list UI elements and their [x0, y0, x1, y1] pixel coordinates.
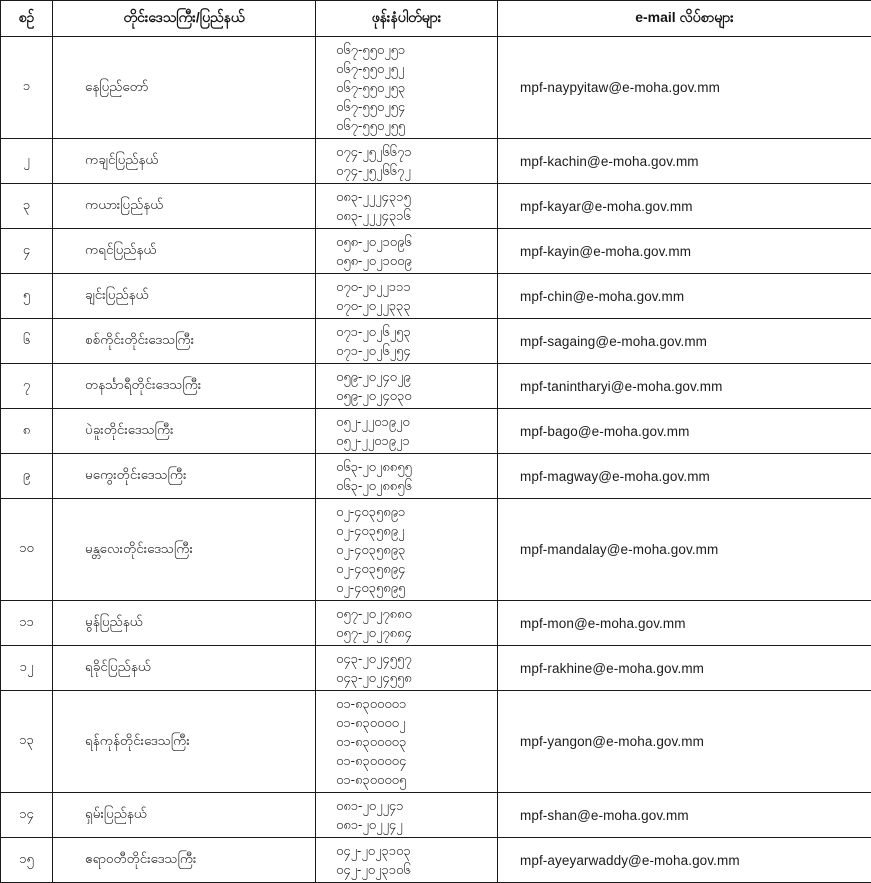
serial-number: ၃ — [1, 184, 53, 229]
phone-number: ၀၇၄-၂၅၂၆၆၇၁ — [336, 142, 493, 161]
table-row — [1, 319, 871, 364]
serial-number: ၁၅ — [1, 838, 53, 883]
region-state-name: မကွေးတိုင်းဒေသကြီး — [53, 454, 316, 499]
serial-number: ၅ — [1, 274, 53, 319]
phone-number: ၀၄၃-၂၀၂၄၅၅၈ — [336, 668, 493, 687]
table-row — [1, 499, 871, 601]
region-state-name: မွန်ပြည်နယ် — [53, 601, 316, 646]
region-state-name: ကချင်ပြည်နယ် — [53, 139, 316, 184]
header-region-state: တိုင်းဒေသကြီး/ပြည်နယ် — [53, 1, 316, 37]
serial-number: ၁၂ — [1, 646, 53, 691]
email-address: mpf-tanintharyi@e-moha.gov.mm — [498, 364, 871, 409]
phone-numbers-cell — [316, 409, 498, 454]
serial-number: ၁၃ — [1, 691, 53, 793]
region-state-name: နေပြည်တော် — [53, 37, 316, 139]
phone-number: ၀၂-၄၀၃၅၈၉၄ — [336, 559, 493, 578]
phone-number: ၀၅၂-၂၂၀၁၉၂၁ — [336, 431, 493, 450]
region-state-name: ဧရာဝတီတိုင်းဒေသကြီး — [53, 838, 316, 883]
table-header — [1, 1, 871, 37]
phone-number: ၀၄၂-၂၀၂၃၁၀၃ — [336, 841, 493, 860]
header-phone-numbers: ဖုန်းနံပါတ်များ — [316, 1, 498, 37]
region-state-name: ချင်းပြည်နယ် — [53, 274, 316, 319]
phone-number: ၀၆၇-၅၅၀၂၅၂ — [336, 59, 493, 78]
phone-numbers-cell — [316, 838, 498, 883]
table-row — [1, 139, 871, 184]
email-address: mpf-mandalay@e-moha.gov.mm — [498, 499, 871, 601]
phone-numbers-cell — [316, 793, 498, 838]
email-address: mpf-bago@e-moha.gov.mm — [498, 409, 871, 454]
phone-numbers-cell — [316, 646, 498, 691]
table-row — [1, 691, 871, 793]
serial-number: ၁ — [1, 37, 53, 139]
phone-number: ၀၆၇-၅၅၀၂၅၄ — [336, 97, 493, 116]
email-address: mpf-kachin@e-moha.gov.mm — [498, 139, 871, 184]
phone-number: ၀၂-၄၀၃၅၈၉၅ — [336, 578, 493, 597]
region-state-name: ကရင်ပြည်နယ် — [53, 229, 316, 274]
email-address: mpf-mon@e-moha.gov.mm — [498, 601, 871, 646]
phone-number: ၀၆၃-၂၀၂၈၈၅၅ — [336, 457, 493, 476]
phone-numbers-cell — [316, 499, 498, 601]
phone-numbers-cell — [316, 139, 498, 184]
table-row — [1, 364, 871, 409]
email-address: mpf-ayeyarwaddy@e-moha.gov.mm — [498, 838, 871, 883]
table-row — [1, 229, 871, 274]
email-address: mpf-yangon@e-moha.gov.mm — [498, 691, 871, 793]
table-row — [1, 838, 871, 883]
phone-number: ၀၅၇-၂၀၂၇၈၈၄ — [336, 623, 493, 642]
phone-number: ၀၇၀-၂၀၂၂၃၃၃ — [336, 296, 493, 315]
phone-number: ၀၄၃-၂၀၂၄၅၅၇ — [336, 649, 493, 668]
phone-number: ၀၅၉-၂၀၂၄၀၂၉ — [336, 367, 493, 386]
phone-number: ၀၈၁-၂၀၂၂၄၁ — [336, 796, 493, 815]
phone-number: ၀၄၂-၂၀၂၃၁၀၆ — [336, 860, 493, 879]
phone-number: ၀၁-၈၃၀၀၀၀၁ — [336, 694, 493, 713]
region-state-name: ရန်ကုန်တိုင်းဒေသကြီး — [53, 691, 316, 793]
email-address: mpf-chin@e-moha.gov.mm — [498, 274, 871, 319]
serial-number: ၉ — [1, 454, 53, 499]
phone-numbers-cell — [316, 691, 498, 793]
phone-number: ၀၁-၈၃၀၀၀၀၃ — [336, 732, 493, 751]
table-row — [1, 454, 871, 499]
serial-number: ၁၀ — [1, 499, 53, 601]
phone-number: ၀၂-၄၀၃၅၈၉၂ — [336, 521, 493, 540]
phone-numbers-cell — [316, 184, 498, 229]
phone-number: ၀၈၁-၂၀၂၂၄၂ — [336, 815, 493, 834]
header-serial-number: စဉ် — [1, 1, 53, 37]
email-address: mpf-sagaing@e-moha.gov.mm — [498, 319, 871, 364]
serial-number: ၁၄ — [1, 793, 53, 838]
phone-number: ၀၅၈-၂၀၂၁၀၉၆ — [336, 232, 493, 251]
header-email-addresses: e-mail လိပ်စာများ — [498, 1, 871, 37]
table-row — [1, 793, 871, 838]
phone-number: ၀၆၇-၅၅၀၂၅၅ — [336, 116, 493, 135]
header-row — [1, 1, 871, 37]
phone-number: ၀၇၀-၂၀၂၂၁၁၁ — [336, 277, 493, 296]
email-address: mpf-magway@e-moha.gov.mm — [498, 454, 871, 499]
table-row — [1, 646, 871, 691]
region-state-name: ပဲခူးတိုင်းဒေသကြီး — [53, 409, 316, 454]
phone-number: ၀၇၄-၂၅၂၆၆၇၂ — [336, 161, 493, 180]
region-state-name: ရှမ်းပြည်နယ် — [53, 793, 316, 838]
phone-number: ၀၂-၄၀၃၅၈၉၁ — [336, 502, 493, 521]
table-body — [1, 37, 871, 883]
region-state-name: ရခိုင်ပြည်နယ် — [53, 646, 316, 691]
serial-number: ၇ — [1, 364, 53, 409]
table-row — [1, 184, 871, 229]
phone-numbers-cell — [316, 37, 498, 139]
phone-number: ၀၁-၈၃၀၀၀၀၄ — [336, 751, 493, 770]
phone-number: ၀၁-၈၃၀၀၀၀၂ — [336, 713, 493, 732]
phone-number: ၀၆၇-၅၅၀၂၅၁ — [336, 40, 493, 59]
table-row — [1, 601, 871, 646]
region-state-name: စစ်ကိုင်းတိုင်းဒေသကြီး — [53, 319, 316, 364]
email-address: mpf-shan@e-moha.gov.mm — [498, 793, 871, 838]
serial-number: ၈ — [1, 409, 53, 454]
phone-number: ၀၇၁-၂၀၂၆၂၅၄ — [336, 341, 493, 360]
region-state-name: ကယားပြည်နယ် — [53, 184, 316, 229]
phone-number: ၀၆၇-၅၅၀၂၅၃ — [336, 78, 493, 97]
phone-number: ၀၆၃-၂၀၂၈၈၅၆ — [336, 476, 493, 495]
phone-number: ၀၅၉-၂၀၂၄၀၃၀ — [336, 386, 493, 405]
phone-number: ၀၅၈-၂၀၂၁၀၀၉ — [336, 251, 493, 270]
serial-number: ၆ — [1, 319, 53, 364]
phone-number: ၀၁-၈၃၀၀၀၀၅ — [336, 770, 493, 789]
region-state-name: မန္တလေးတိုင်းဒေသကြီး — [53, 499, 316, 601]
table-row — [1, 274, 871, 319]
serial-number: ၂ — [1, 139, 53, 184]
serial-number: ၁၁ — [1, 601, 53, 646]
phone-number: ၀၅၂-၂၂၀၁၉၂၀ — [336, 412, 493, 431]
phone-numbers-cell — [316, 319, 498, 364]
phone-number: ၀၈၃-၂၂၂၄၃၁၆ — [336, 206, 493, 225]
phone-numbers-cell — [316, 229, 498, 274]
phone-number: ၀၅၇-၂၀၂၇၈၈၀ — [336, 604, 493, 623]
phone-numbers-cell — [316, 601, 498, 646]
email-address: mpf-rakhine@e-moha.gov.mm — [498, 646, 871, 691]
email-address: mpf-naypyitaw@e-moha.gov.mm — [498, 37, 871, 139]
phone-number: ၀၇၁-၂၀၂၆၂၅၃ — [336, 322, 493, 341]
phone-number: ၀၂-၄၀၃၅၈၉၃ — [336, 540, 493, 559]
email-address: mpf-kayin@e-moha.gov.mm — [498, 229, 871, 274]
phone-numbers-cell — [316, 364, 498, 409]
region-state-name: တနင်္သာရီတိုင်းဒေသကြီး — [53, 364, 316, 409]
table-row — [1, 409, 871, 454]
phone-numbers-cell — [316, 454, 498, 499]
phone-number: ၀၈၃-၂၂၂၄၃၁၅ — [336, 187, 493, 206]
email-address: mpf-kayar@e-moha.gov.mm — [498, 184, 871, 229]
table-row — [1, 37, 871, 139]
phone-numbers-cell — [316, 274, 498, 319]
serial-number: ၄ — [1, 229, 53, 274]
